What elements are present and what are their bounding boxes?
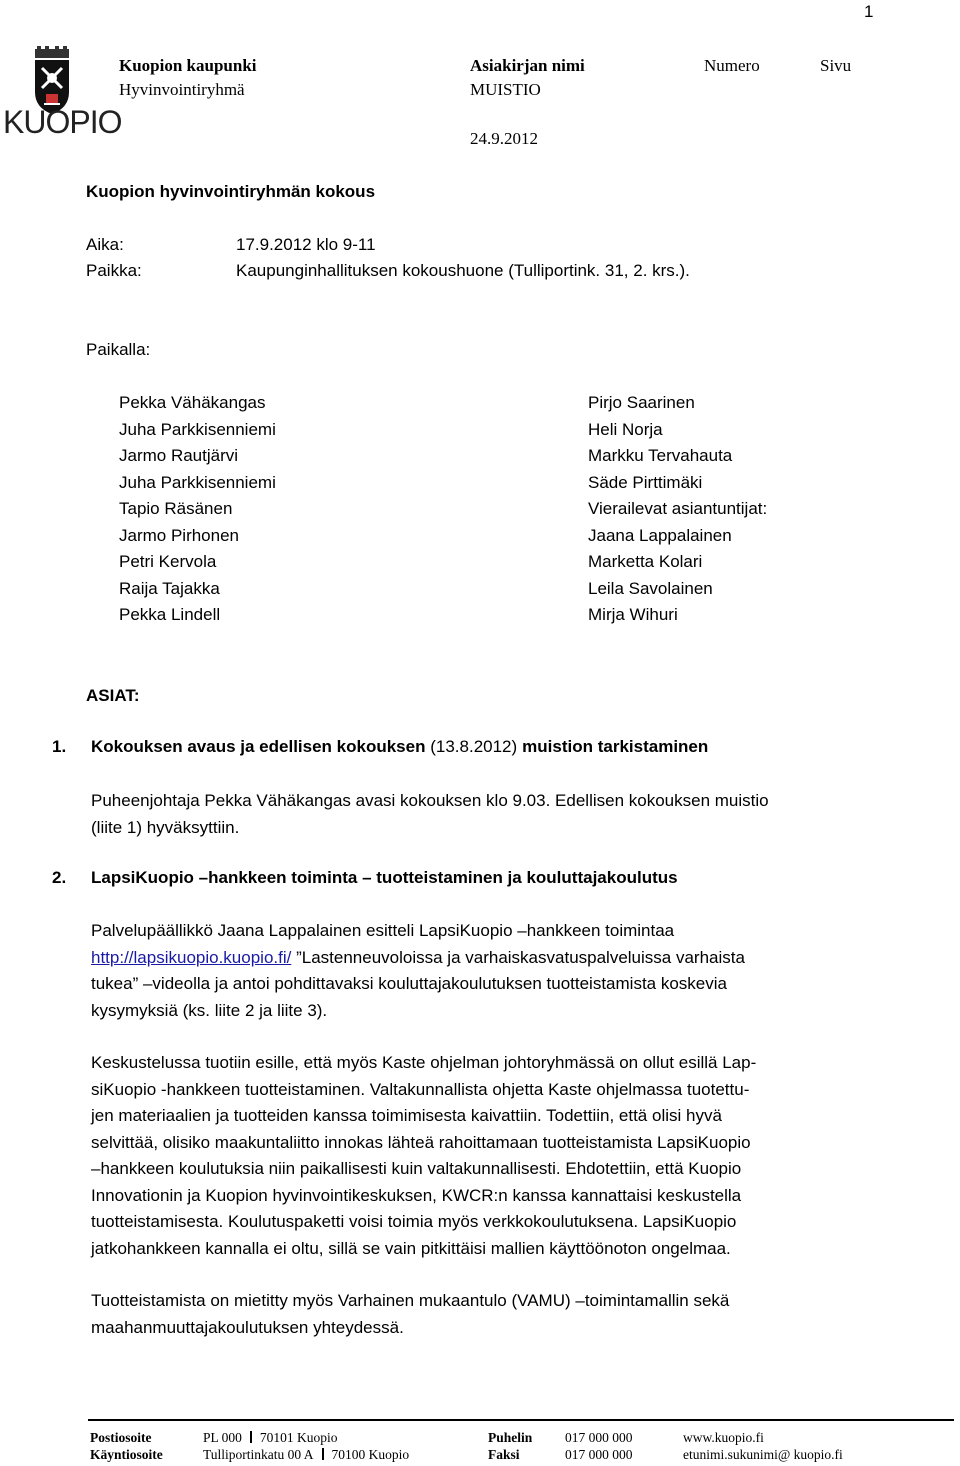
place-value: Kaupunginhallituksen kokoushuone (Tulliportink. 31, 2. krs.). [236, 261, 690, 280]
item1-title-a: Kokouksen avaus ja edellisen kokouksen [91, 737, 426, 756]
doc-type: MUISTIO [470, 80, 541, 99]
doc-name-label: Asiakirjan nimi [470, 56, 585, 75]
item1-line: (liite 1) hyväksyttiin. [91, 817, 240, 837]
web-address[interactable]: www.kuopio.fi [683, 1430, 764, 1445]
visit-street: Tulliportinkatu 00 A [203, 1447, 314, 1462]
item2-p2-line: siKuopio -hankkeen tuotteistaminen. Valtakunnallista ohjetta Kaste ohjelmassa tuotettu- [91, 1079, 750, 1099]
item2-paragraph-3 [91, 1288, 881, 1341]
item2-p3-line: maahanmuuttajakoulutuksen yhteydessä. [91, 1317, 404, 1337]
kuopio-logo [3, 46, 122, 140]
lapsikuopio-link[interactable]: http://lapsikuopio.kuopio.fi/ [91, 947, 292, 967]
email-address[interactable]: etunimi.sukunimi@ kuopio.fi [683, 1447, 843, 1462]
attendee: Pekka Vähäkangas [119, 393, 266, 412]
time-value: 17.9.2012 klo 9-11 [236, 235, 376, 254]
attendees-right-list [588, 390, 767, 629]
logo-text: KUOPIO [3, 104, 122, 140]
item2-p1-line2-rest: ”Lastenneuvoloissa ja varhaiskasvatuspalveluissa varhaista [296, 947, 745, 967]
attendees-label: Paikalla: [86, 340, 151, 359]
attendee: Mirja Wihuri [588, 605, 678, 624]
attendee: Marketta Kolari [588, 552, 703, 571]
postal-box: PL 000 [203, 1430, 242, 1445]
attendee: Leila Savolainen [588, 578, 713, 598]
doc-date: 24.9.2012 [470, 129, 538, 148]
separator [322, 1448, 324, 1460]
item2-p3-line: Tuotteistamista on mietitty myös Varhainen mukaantulo (VAMU) –toimintamallin sekä [91, 1291, 730, 1310]
separator [250, 1431, 252, 1443]
item1-number: 1. [52, 737, 67, 756]
item2-p2-line: jatkohankkeen kannalla ei oltu, sillä se vain pitkittäisi mallien käyttöönoton ongelmaa. [91, 1238, 731, 1258]
visit-code: 70100 Kuopio [331, 1447, 410, 1462]
attendee: Markku Tervahauta [588, 446, 733, 465]
visiting-experts-label: Vierailevat asiantuntijat: [588, 499, 768, 518]
attendees-left-list [119, 390, 276, 629]
postal-label: Postiosoite [90, 1430, 152, 1445]
fax-value: 017 000 000 [565, 1447, 633, 1462]
footer-divider [88, 1419, 954, 1421]
attendee: Juha Parkkisenniemi [119, 419, 276, 439]
fax-label: Faksi [488, 1447, 520, 1462]
attendee: Juha Parkkisenniemi [119, 472, 276, 492]
place-label: Paikka: [86, 261, 142, 280]
item1-title-b: (13.8.2012) [430, 737, 518, 756]
attendee: Tapio Räsänen [119, 499, 233, 518]
visit-label: Käyntiosoite [90, 1447, 163, 1462]
attendee: Pirjo Saarinen [588, 393, 695, 412]
org-unit: Hyvinvointiryhmä [119, 80, 245, 99]
item1-line: Puheenjohtaja Pekka Vähäkangas avasi kokouksen klo 9.03. Edellisen kokouksen muistio [91, 791, 769, 810]
item2-p2-line: –hankkeen koulutuksia niin paikallisesti kuin valtakunnallisesti. Ehdotettiin, että Kuopio [91, 1159, 742, 1178]
item2-number: 2. [52, 868, 67, 887]
attendee: Jaana Lappalainen [588, 525, 732, 545]
item2-p2-line: Keskustelussa tuotiin esille, että myös Kaste ohjelman johtoryhmässä on ollut esillä Lap- [91, 1053, 757, 1072]
item2-p1-line [91, 945, 881, 972]
attendee: Heli Norja [588, 419, 663, 439]
item2-p2-line: selvittää, olisiko maakuntaliitto innokas lähteä rahoittamaan tuotteistamista LapsiKuopio [91, 1132, 751, 1152]
meeting-title: Kuopion hyvinvointiryhmän kokous [86, 182, 376, 201]
item2-p1-line: Palvelupäällikkö Jaana Lappalainen esitteli LapsiKuopio –hankkeen toimintaa [91, 921, 675, 940]
item2-title: LapsiKuopio –hankkeen toiminta – tuotteistaminen ja kouluttajakoulutus [91, 868, 678, 887]
attendee: Pekka Lindell [119, 605, 221, 624]
phone-label: Puhelin [488, 1430, 533, 1445]
time-label: Aika: [86, 235, 124, 254]
visit-address [203, 1447, 409, 1463]
item2-p2-line: jen materiaalien ja tuotteiden kanssa toimimisesta kaivattiin. Todettiin, että olisi hyvä [91, 1106, 722, 1125]
item1-heading [91, 737, 708, 757]
attendee: Raija Tajakka [119, 578, 220, 598]
phone-value: 017 000 000 [565, 1430, 633, 1445]
agenda-label: ASIAT: [86, 686, 140, 705]
attendee: Jarmo Pirhonen [119, 525, 240, 545]
postal-address [203, 1430, 338, 1446]
page-number: 1 [864, 2, 874, 21]
item2-p2-line: Innovationin ja Kuopion hyvinvointikeskuksen, KWCR:n kanssa kannattaisi keskustella [91, 1185, 742, 1205]
item2-p1-line: tukea” –videolla ja antoi pohdittavaksi kouluttajakoulutuksen tuotteistamista koskevia [91, 974, 727, 993]
attendee: Säde Pirttimäki [588, 472, 703, 492]
item2-p2-line: tuotteistamisesta. Koulutuspaketti voisi toimia myös verkkokoulutuksena. LapsiKuopio [91, 1212, 737, 1231]
attendee: Jarmo Rautjärvi [119, 446, 239, 465]
attendee: Petri Kervola [119, 552, 217, 571]
item2-p1-line: kysymyksiä (ks. liite 2 ja liite 3). [91, 1000, 328, 1020]
item1-paragraph [91, 788, 881, 841]
org-name: Kuopion kaupunki [119, 56, 257, 75]
page-label: Sivu [820, 56, 852, 75]
number-label: Numero [704, 56, 760, 75]
postal-code: 70101 Kuopio [259, 1430, 338, 1445]
item2-paragraph-2 [91, 1050, 881, 1262]
item1-title-c: muistion tarkistaminen [522, 737, 709, 756]
item2-paragraph-1 [91, 918, 881, 1024]
